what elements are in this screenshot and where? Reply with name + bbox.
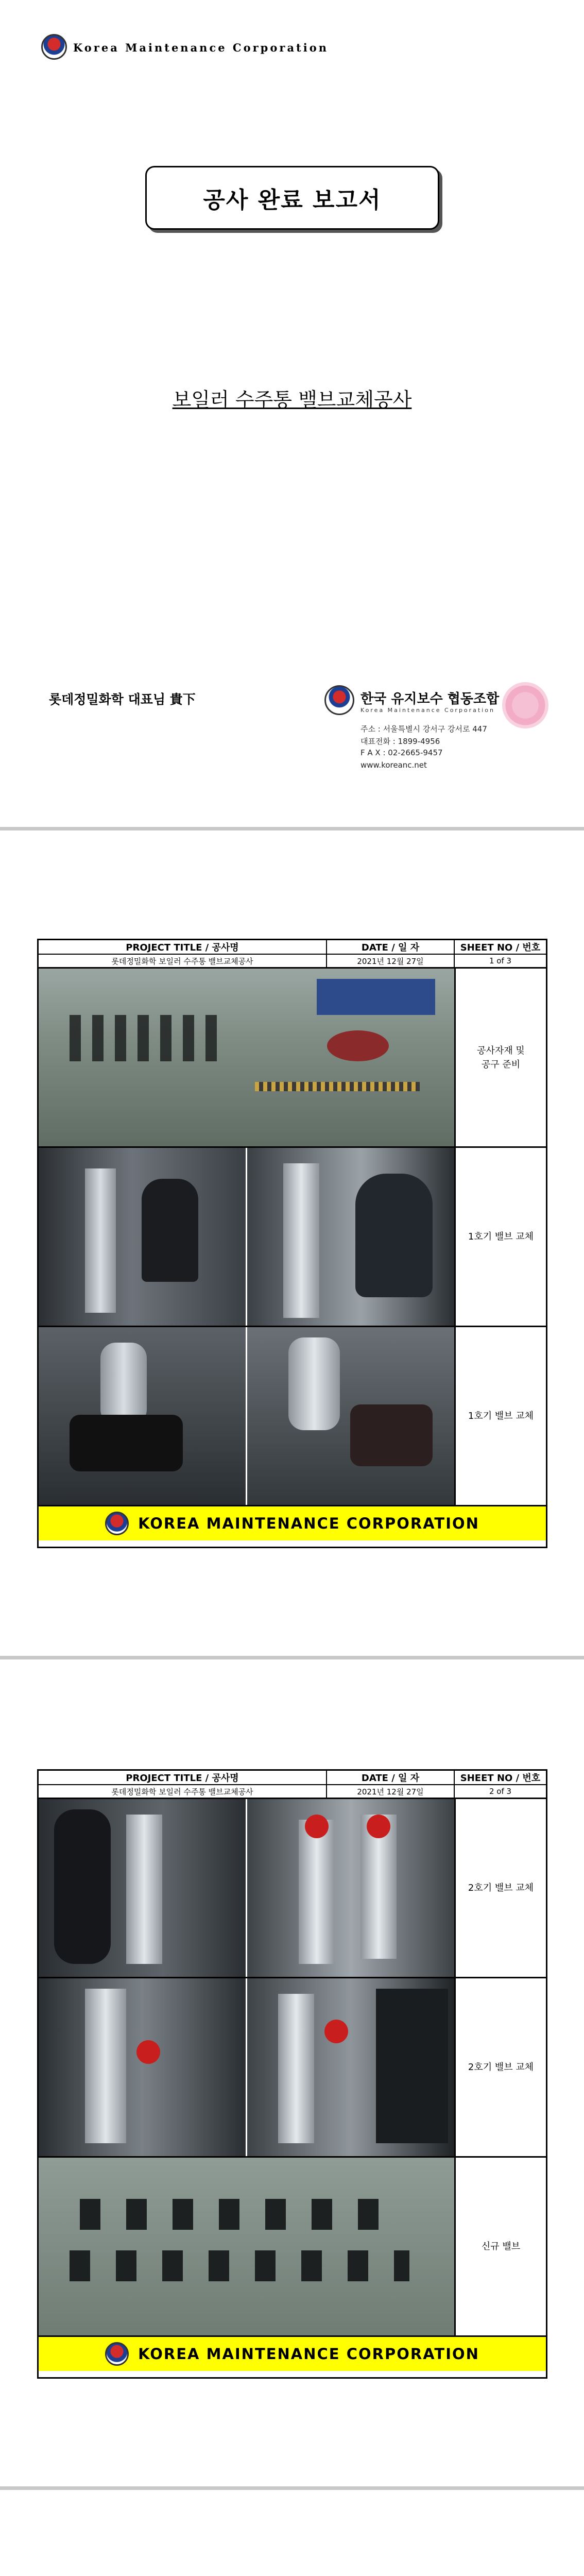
photo-valve-replacement [39, 1327, 456, 1505]
photo-valve-replacement [39, 1978, 456, 2156]
report-sheet-1 [37, 939, 547, 1548]
sheet-value-row [39, 1785, 546, 1799]
project-title-label: PROJECT TITLE / 공사명 [39, 1771, 327, 1784]
org-website: www.koreanc.net [360, 760, 427, 770]
page-separator [0, 1656, 584, 1659]
org-name: 한국 유지보수 협동조합 [360, 691, 500, 707]
footer-text: KOREA MAINTENANCE CORPORATION [138, 2345, 479, 2363]
sheet-no-label: SHEET NO / 번호 [460, 942, 541, 953]
photo-description: 1호기 밸브 교체 [468, 1411, 534, 1421]
cover-header-org: Korea Maintenance Corporation [73, 41, 329, 54]
photo-new-valves [39, 2158, 456, 2335]
org-fax: F A X : 02-2665-9457 [360, 748, 443, 757]
sheet-header-row [39, 1771, 546, 1785]
page-separator [0, 827, 584, 831]
org-logo-icon [324, 685, 354, 715]
sheet-no-label: SHEET NO / 번호 [460, 1773, 541, 1784]
project-title-value: 롯데정밀화학 보일러 수주통 밸브교체공사 [39, 1785, 327, 1798]
date-value: 2021년 12월 27일 [327, 955, 455, 967]
recipient: 롯데정밀화학 대표님 貴下 [49, 692, 196, 707]
date-value: 2021년 12월 27일 [327, 1785, 455, 1798]
page-separator [0, 2486, 584, 2490]
sheet-value-row [39, 955, 546, 969]
sheet-footer-banner [39, 2337, 546, 2371]
photo-description: 공사자재 및 공구 준비 [477, 1045, 525, 1070]
company-seal-icon [502, 682, 548, 728]
sheet-footer-banner [39, 1506, 546, 1540]
org-address: 주소 : 서울특별시 강서구 강서로 447 [360, 724, 487, 734]
photo-row [39, 1148, 546, 1327]
photo-row [39, 1978, 546, 2158]
company-logo-icon [105, 1512, 129, 1535]
photo-description: 2호기 밸브 교체 [468, 1883, 534, 1893]
footer-text: KOREA MAINTENANCE CORPORATION [138, 1515, 479, 1532]
report-subtitle: 보일러 수주통 밸브교체공사 [172, 388, 412, 411]
project-title-value: 롯데정밀화학 보일러 수주통 밸브교체공사 [39, 955, 327, 967]
org-phone: 대표전화 : 1899-4956 [360, 737, 440, 746]
company-logo-icon [41, 34, 67, 60]
photo-description: 2호기 밸브 교체 [468, 2062, 534, 2073]
photo-valve-replacement [39, 1799, 456, 1977]
sheet-no-value: 2 of 3 [489, 1787, 512, 1796]
photo-description: 1호기 밸브 교체 [468, 1231, 534, 1242]
sheet-header-row [39, 940, 546, 955]
date-label: DATE / 일 자 [327, 1771, 455, 1784]
report-sheet-2 [37, 1769, 547, 2379]
photo-description: 신규 밸브 [481, 2241, 521, 2252]
photo-valve-replacement [39, 1148, 456, 1326]
company-logo-icon [105, 2342, 129, 2366]
sheet-no-value: 1 of 3 [489, 956, 512, 965]
photo-row [39, 1799, 546, 1978]
project-title-label: PROJECT TITLE / 공사명 [39, 940, 327, 954]
photo-row [39, 2158, 546, 2337]
photo-row [39, 1327, 546, 1506]
date-label: DATE / 일 자 [327, 940, 455, 954]
org-name-en: Korea Maintenance Corporation [360, 707, 495, 714]
report-title: 공사 완료 보고서 [145, 166, 439, 230]
photo-row [39, 969, 546, 1148]
photo-tools-materials [39, 969, 456, 1146]
